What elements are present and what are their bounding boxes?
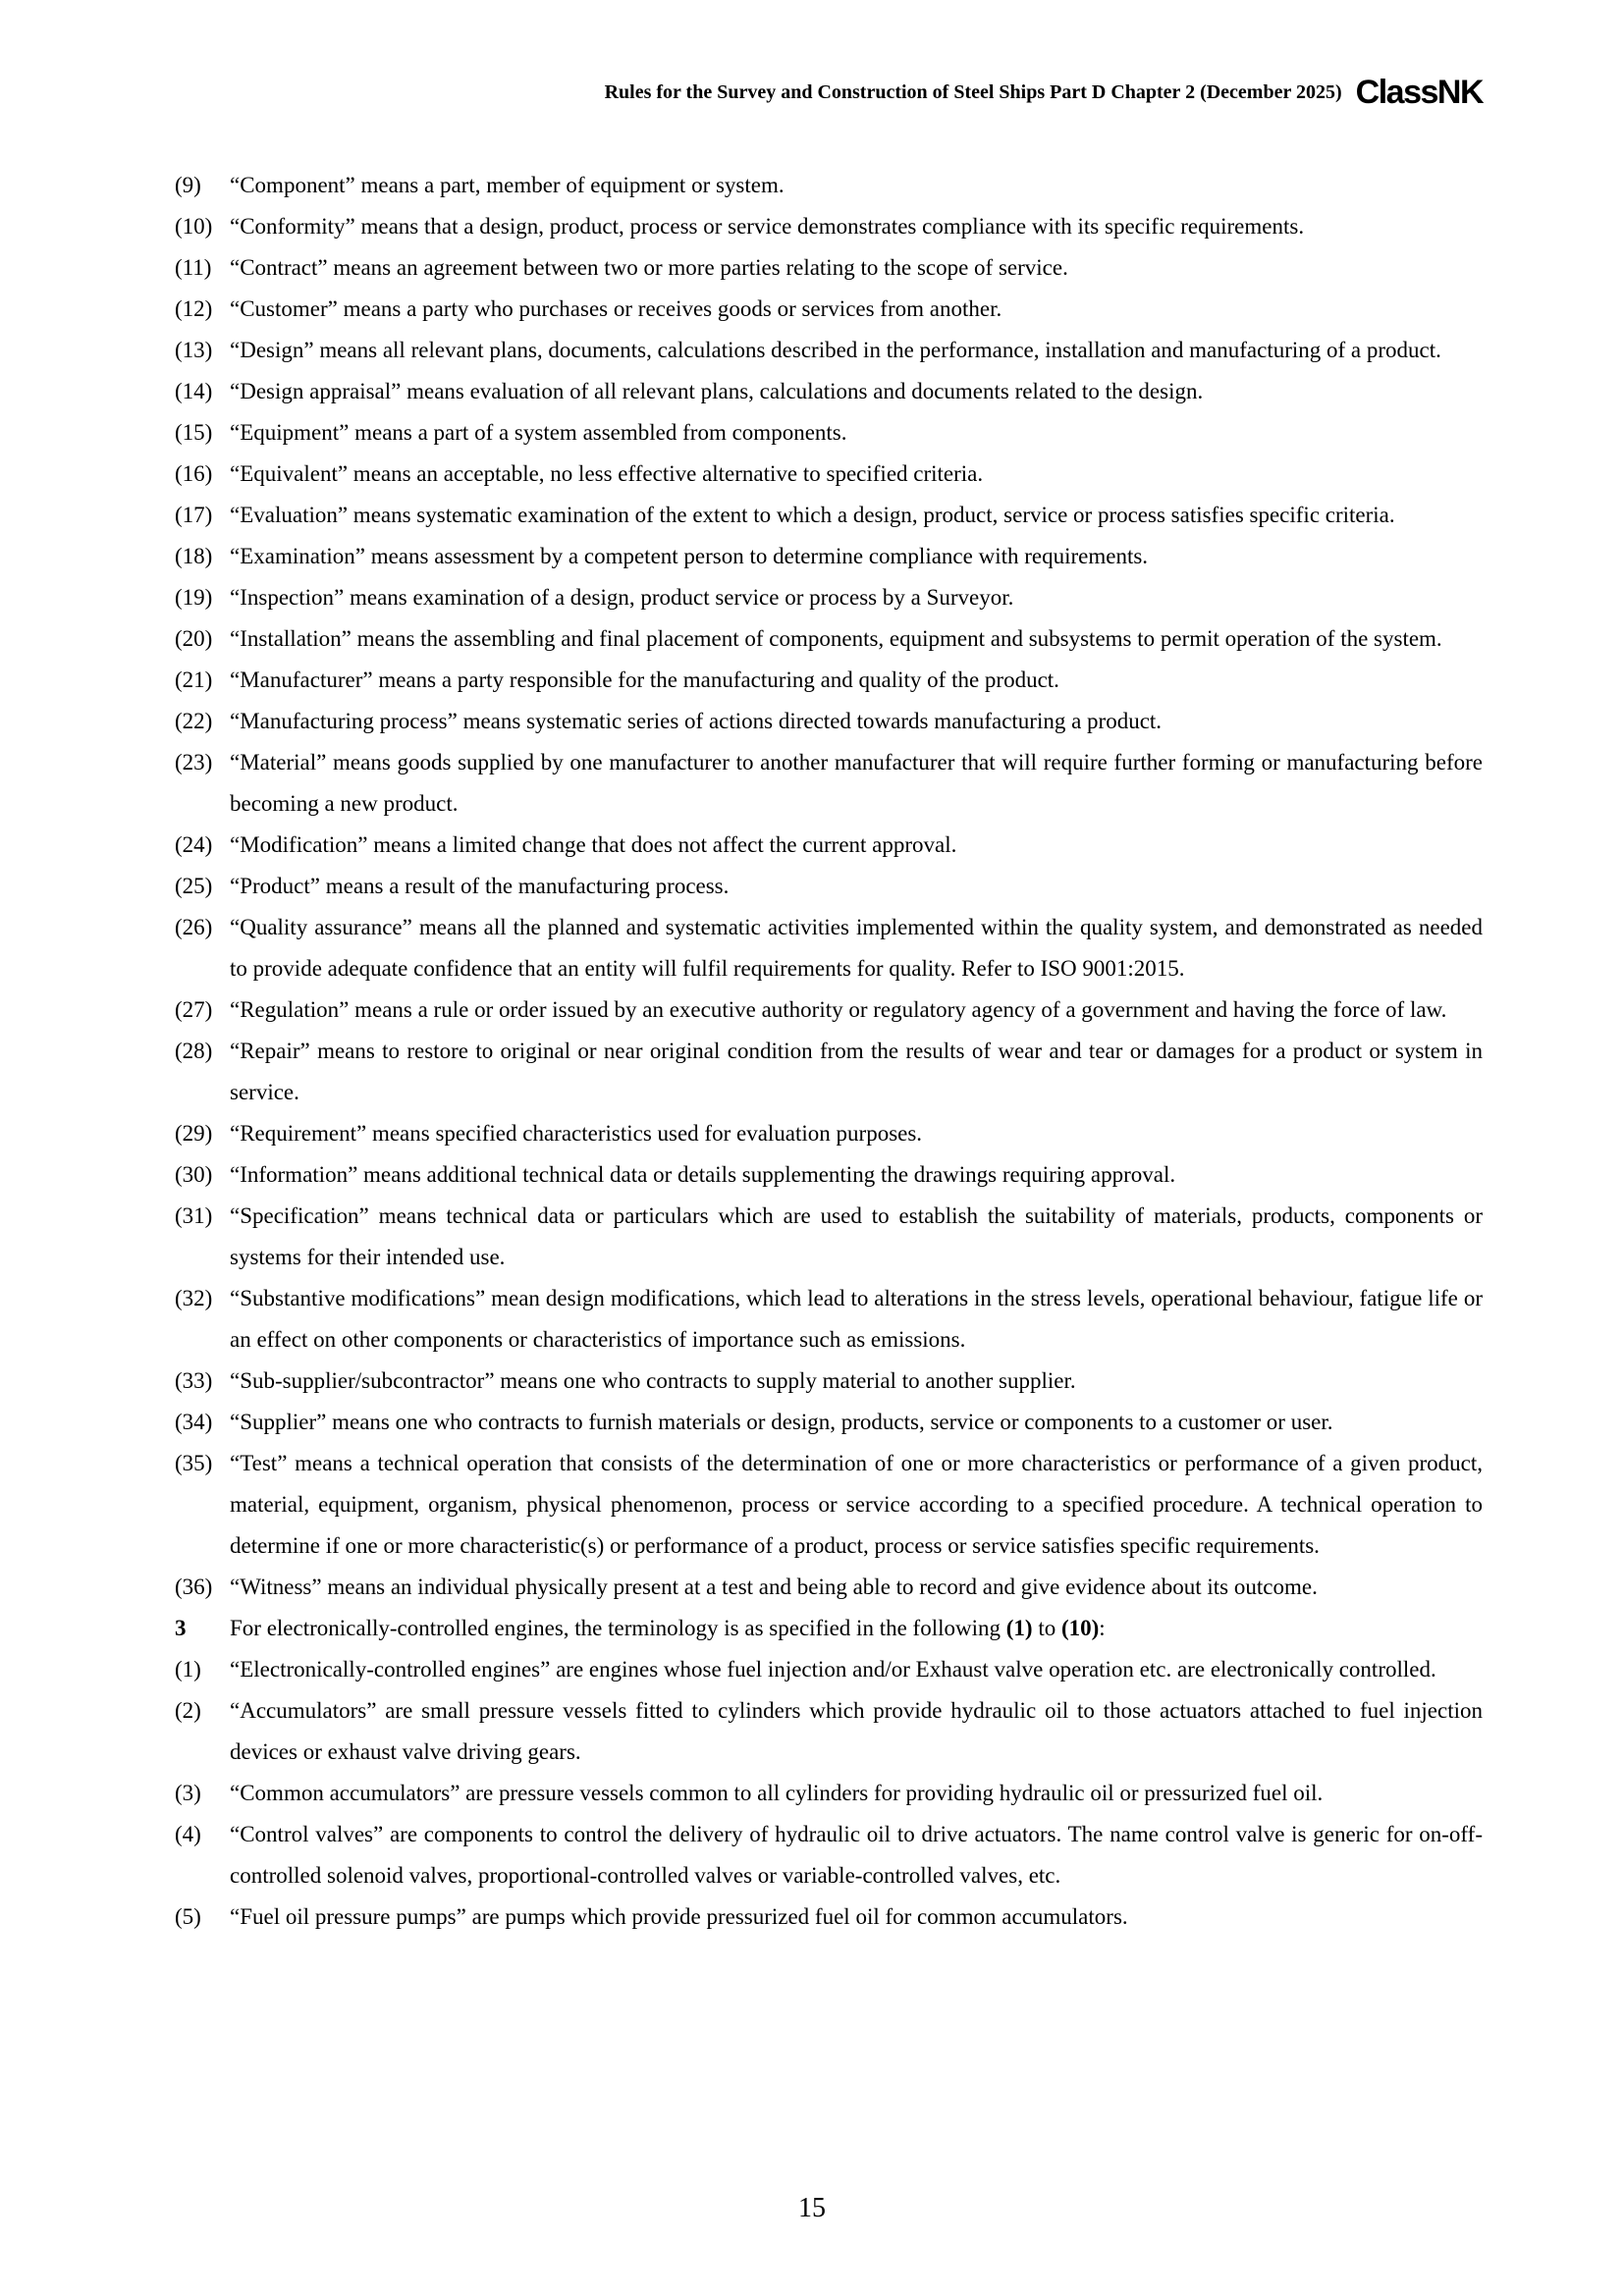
item-text: “Modification” means a limited change that does not affect the current approval. — [230, 832, 957, 857]
item-number: (5) — [175, 1904, 201, 1929]
definition-item — [175, 1443, 1483, 1567]
item-text: “Product” means a result of the manufacturing process. — [230, 874, 730, 898]
item-number: (20) — [175, 626, 213, 651]
paragraph-text: : — [1099, 1616, 1106, 1640]
item-number: (13) — [175, 338, 213, 362]
definition-item — [175, 742, 1483, 825]
item-number: (31) — [175, 1203, 213, 1228]
item-number: (26) — [175, 915, 213, 939]
item-number: (23) — [175, 750, 213, 774]
item-text: “Equivalent” means an acceptable, no less effective alternative to specified criteria. — [230, 461, 984, 486]
item-number: (32) — [175, 1286, 213, 1310]
definition-item — [175, 206, 1483, 247]
paragraph-3 — [175, 1608, 1483, 1649]
item-text: “Requirement” means specified characteristics used for evaluation purposes. — [230, 1121, 923, 1146]
engine-terms-list — [175, 1649, 1483, 1938]
item-number: (4) — [175, 1822, 201, 1846]
item-text: “Customer” means a party who purchases or receives goods or services from another. — [230, 296, 1002, 321]
item-text: “Accumulators” are small pressure vessels fitted to cylinders which provide hydraulic oil to those actuators attached to fuel injection devices or exhaust valve driving gears. — [230, 1698, 1483, 1764]
document-title: Rules for the Survey and Construction of Steel Ships Part D Chapter 2 (December 2025) — [604, 80, 1342, 103]
paragraph-reference: (1) — [1005, 1616, 1033, 1640]
document-body — [175, 165, 1483, 1938]
engine-term-item — [175, 1773, 1483, 1814]
definitions-list — [175, 165, 1483, 1608]
item-number: (35) — [175, 1451, 213, 1475]
definition-item — [175, 1361, 1483, 1402]
definition-item — [175, 1113, 1483, 1154]
item-number: (10) — [175, 214, 213, 239]
definition-item — [175, 289, 1483, 330]
item-text: “Manufacturer” means a party responsible for the manufacturing and quality of the product. — [230, 667, 1059, 692]
paragraph-number: 3 — [175, 1616, 187, 1640]
definition-item — [175, 825, 1483, 866]
item-text: “Contract” means an agreement between two or more parties relating to the scope of service. — [230, 255, 1068, 280]
definition-item — [175, 330, 1483, 371]
item-number: (29) — [175, 1121, 213, 1146]
definition-item — [175, 165, 1483, 206]
item-text: “Manufacturing process” means systematic series of actions directed towards manufacturing a product. — [230, 709, 1163, 733]
item-text: “Equipment” means a part of a system assembled from components. — [230, 420, 847, 445]
item-number: (2) — [175, 1698, 201, 1723]
item-text: “Test” means a technical operation that consists of the determination of one or more characteristics or performance of a given product, material, equipment, organism, physical phenomenon, process or service according to a specified procedure. A technical operation to determine if one or more characteristic(s) or performance of a product, process or service satisfies specific requirements. — [230, 1451, 1483, 1558]
item-text: “Design” means all relevant plans, documents, calculations described in the performance, installation and manufacturing of a product. — [230, 338, 1441, 362]
item-number: (17) — [175, 503, 213, 527]
item-number: (11) — [175, 255, 212, 280]
paragraph-text: to — [1032, 1616, 1061, 1640]
item-number: (25) — [175, 874, 213, 898]
item-text: “Installation” means the assembling and final placement of components, equipment and subsystems to permit operation of the system. — [230, 626, 1442, 651]
paragraph-reference: (10) — [1060, 1616, 1100, 1640]
item-text: “Material” means goods supplied by one manufacturer to another manufacturer that will require further forming or manufacturing before becoming a new product. — [230, 750, 1483, 816]
item-number: (28) — [175, 1039, 213, 1063]
item-text: “Control valves” are components to control the delivery of hydraulic oil to drive actuators. The name control valve is generic for on-off-controlled solenoid valves, proportional-controlled valves or variable-controlled valves, etc. — [230, 1822, 1483, 1888]
item-text: “Supplier” means one who contracts to furnish materials or design, products, service or components to a customer or user. — [230, 1410, 1333, 1434]
definition-item — [175, 1402, 1483, 1443]
item-text: “Evaluation” means systematic examination of the extent to which a design, product, service or process satisfies specific criteria. — [230, 503, 1395, 527]
definition-item — [175, 577, 1483, 618]
definition-item — [175, 701, 1483, 742]
item-text: “Component” means a part, member of equipment or system. — [230, 173, 785, 197]
engine-term-item — [175, 1814, 1483, 1896]
item-text: “Regulation” means a rule or order issued by an executive authority or regulatory agency of a government and having the force of law. — [230, 997, 1447, 1022]
item-text: “Specification” means technical data or particulars which are used to establish the suitability of materials, products, components or systems for their intended use. — [230, 1203, 1483, 1269]
item-text: “Witness” means an individual physically present at a test and being able to record and give evidence about its outcome. — [230, 1575, 1318, 1599]
definition-item — [175, 371, 1483, 412]
engine-term-item — [175, 1649, 1483, 1690]
item-text: “Substantive modifications” mean design modifications, which lead to alterations in the stress levels, operational behaviour, fatigue life or an effect on other components or characteristics of importance such as emissions. — [230, 1286, 1483, 1352]
item-text: “Conformity” means that a design, product, process or service demonstrates compliance with its specific requirements. — [230, 214, 1305, 239]
item-text: “Repair” means to restore to original or near original condition from the results of wear and tear or damages for a product or system in service. — [230, 1039, 1483, 1104]
item-number: (12) — [175, 296, 213, 321]
definition-item — [175, 247, 1483, 289]
item-text: “Electronically-controlled engines” are engines whose fuel injection and/or Exhaust valve operation etc. are electronically controlled. — [230, 1657, 1436, 1682]
engine-term-item — [175, 1896, 1483, 1938]
item-number: (1) — [175, 1657, 201, 1682]
definition-item — [175, 1031, 1483, 1113]
item-number: (18) — [175, 544, 213, 568]
definition-item — [175, 495, 1483, 536]
definition-item — [175, 454, 1483, 495]
page-header — [605, 73, 1483, 112]
item-number: (34) — [175, 1410, 213, 1434]
item-text: “Information” means additional technical data or details supplementing the drawings requiring approval. — [230, 1162, 1176, 1187]
classnk-logo: ClassNK — [1355, 74, 1483, 111]
item-number: (21) — [175, 667, 213, 692]
definition-item — [175, 536, 1483, 577]
page-number: 15 — [798, 2193, 826, 2223]
item-text: “Sub-supplier/subcontractor” means one who contracts to supply material to another supplier. — [230, 1368, 1076, 1393]
item-text: “Fuel oil pressure pumps” are pumps which provide pressurized fuel oil for common accumulators. — [230, 1904, 1128, 1929]
item-text: “Quality assurance” means all the planned and systematic activities implemented within the quality system, and demonstrated as needed to provide adequate confidence that an entity will fulfil requirements for quality. Refer to ISO 9001:2015. — [230, 915, 1483, 981]
definition-item — [175, 618, 1483, 660]
item-number: (15) — [175, 420, 213, 445]
definition-item — [175, 989, 1483, 1031]
item-number: (14) — [175, 379, 213, 403]
definition-item — [175, 907, 1483, 989]
paragraph-text: For electronically-controlled engines, the terminology is as specified in the following — [230, 1616, 1006, 1640]
item-number: (33) — [175, 1368, 213, 1393]
definition-item — [175, 412, 1483, 454]
definition-item — [175, 1567, 1483, 1608]
item-number: (16) — [175, 461, 213, 486]
definition-item — [175, 1196, 1483, 1278]
item-text: “Inspection” means examination of a design, product service or process by a Surveyor. — [230, 585, 1014, 610]
definition-item — [175, 866, 1483, 907]
item-number: (22) — [175, 709, 213, 733]
item-number: (27) — [175, 997, 213, 1022]
item-number: (9) — [175, 173, 201, 197]
item-number: (24) — [175, 832, 213, 857]
definition-item — [175, 1154, 1483, 1196]
item-number: (19) — [175, 585, 213, 610]
definition-item — [175, 660, 1483, 701]
item-text: “Design appraisal” means evaluation of all relevant plans, calculations and documents related to the design. — [230, 379, 1204, 403]
item-text: “Common accumulators” are pressure vessels common to all cylinders for providing hydraulic oil or pressurized fuel oil. — [230, 1781, 1324, 1805]
item-number: (30) — [175, 1162, 213, 1187]
item-text: “Examination” means assessment by a competent person to determine compliance with requirements. — [230, 544, 1149, 568]
item-number: (3) — [175, 1781, 201, 1805]
engine-term-item — [175, 1690, 1483, 1773]
definition-item — [175, 1278, 1483, 1361]
item-number: (36) — [175, 1575, 213, 1599]
